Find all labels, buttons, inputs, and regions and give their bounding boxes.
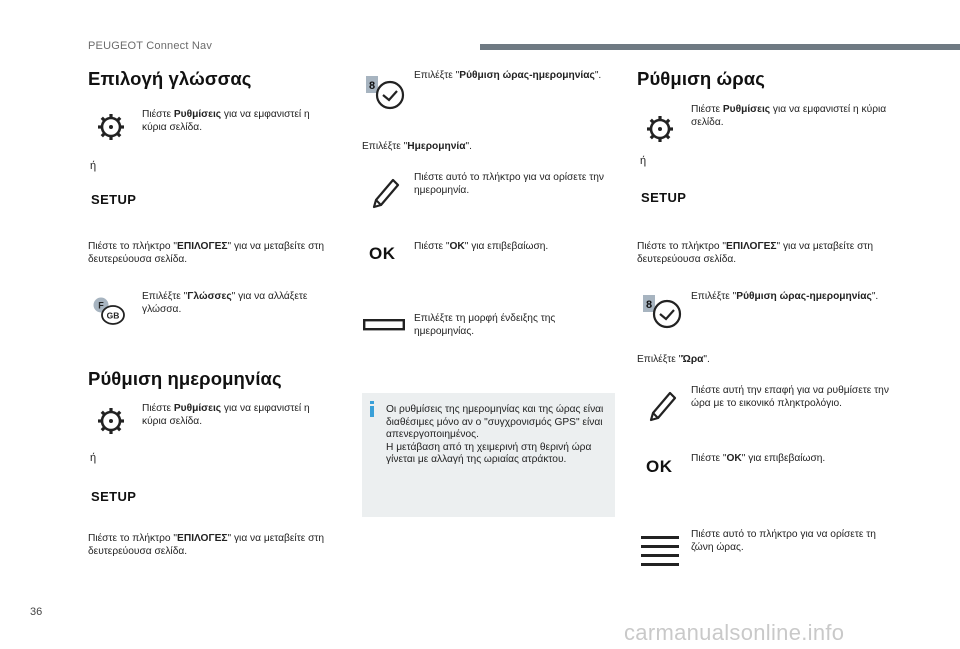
right-step6-text: Πιέστε "OK" για επιβεβαίωση. [691,453,826,464]
right-step7-text: Πιέστε αυτό το πλήκτρο για να ορίσετε τη ζώνη ώρας. [691,529,876,553]
middle-step1-text: Επιλέξτε "Ρύθμιση ώρας-ημερομηνίας". [414,70,602,81]
header-title: PEUGEOT Connect Nav [88,40,213,52]
left-step1-text: Πιέστε Ρυθμίσεις για να εμφανιστεί η κύρια σελίδα. [142,109,310,133]
left2-step1-text: Πιέστε Ρυθμίσεις για να εμφανιστεί η κύρια σελίδα. [142,403,310,427]
setup-button: SETUP [91,192,137,207]
or-label: ή [90,160,97,172]
language-flags-icon [92,295,128,327]
watermark: carmanualsonline.info [624,620,845,645]
section-title-language: Επιλογή γλώσσας [88,68,252,89]
section-title-date: Ρύθμιση ημερομηνίας [88,368,282,389]
pencil-icon [646,389,678,423]
info-icon [369,401,375,415]
timezone-list-icon [641,536,679,566]
date-format-icon [363,319,405,331]
svg-text:8: 8 [368,80,376,92]
gear-icon [94,404,128,438]
gear-icon [94,110,128,144]
section-title-time: Ρύθμιση ώρας [637,68,765,89]
pencil-icon [369,176,401,210]
middle-step5-text: Επιλέξτε τη μορφή ένδειξης της ημερομηνίας. [414,313,556,337]
middle-step2-text: Επιλέξτε "Ημερομηνία". [362,141,472,152]
right-step2-text: Πιέστε το πλήκτρο "ΕΠΙΛΟΓΕΣ" για να μεταβείτε στη δευτερεύουσα σελίδα. [637,241,874,265]
clock-icon [366,76,408,112]
ok-button: OK [646,457,673,476]
right-step5-text: Πιέστε αυτή την επαφή για να ρυθμίσετε την ώρα με το εικονικό πληκτρολόγιο. [691,385,889,409]
or-label: ή [640,155,647,167]
right-step3-text: Επιλέξτε "Ρύθμιση ώρας-ημερομηνίας". [691,291,879,302]
left2-step2-text: Πιέστε το πλήκτρο "ΕΠΙΛΟΓΕΣ" για να μεταβείτε στη δευτερεύουσα σελίδα. [88,533,325,557]
ok-button: OK [369,244,396,263]
page-number: 36 [30,606,43,618]
left-step2-text: Πιέστε το πλήκτρο "ΕΠΙΛΟΓΕΣ" για να μεταβείτε στη δευτερεύουσα σελίδα. [88,241,325,265]
right-step1-text: Πιέστε Ρυθμίσεις για να εμφανιστεί η κύρια σελίδα. [691,104,887,128]
middle-step3-text: Πιέστε αυτό το πλήκτρο για να ορίσετε την ημερομηνία. [414,172,605,196]
middle-step4-text: Πιέστε "OK" για επιβεβαίωση. [414,241,549,252]
setup-button: SETUP [91,489,137,504]
svg-text:F: F [98,300,104,311]
header-bar [480,44,960,50]
right-step4-text: Επιλέξτε "Ώρα". [637,354,710,365]
svg-text:8: 8 [645,299,653,311]
clock-icon [643,295,685,331]
gear-icon [643,112,677,146]
info-text: Οι ρυθμίσεις της ημερομηνίας και της ώρας είναι διαθέσιμες μόνο αν ο "συγχρονισμός GPS" είναι απενεργοποιημένος. Η μετάβαση από τη χειμερινή στη θερινή ώρα γίνεται με αλλαγή της ωριαίας ατράκτου. [386,404,604,466]
setup-button: SETUP [641,190,687,205]
left-step3-text: Επιλέξτε "Γλώσσες" για να αλλάξετε γλώσσα. [142,291,308,315]
svg-text:GB: GB [106,310,120,321]
or-label: ή [90,452,97,464]
